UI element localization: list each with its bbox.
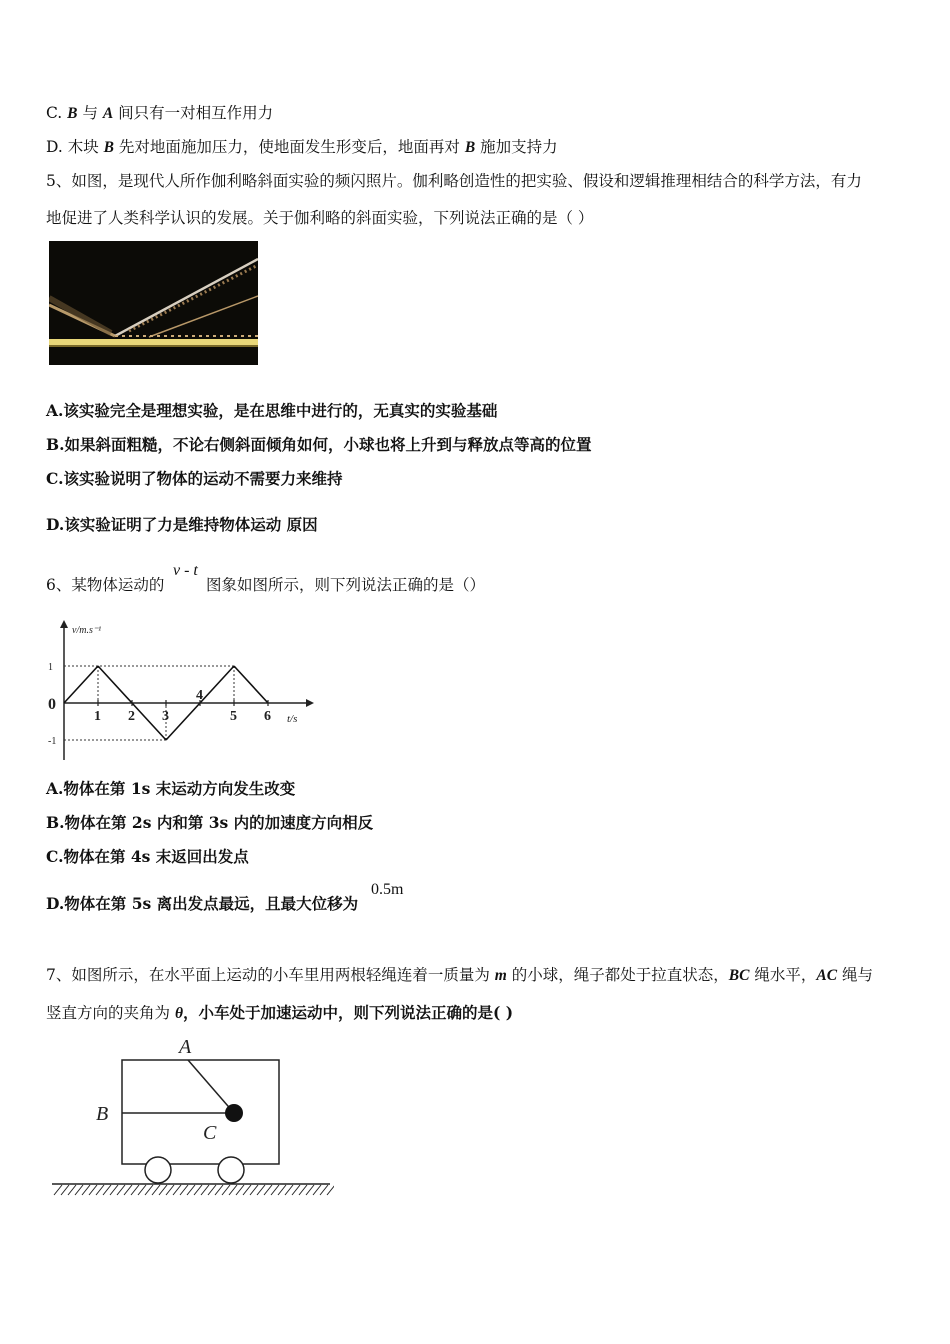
- hatch-mark: [313, 1185, 321, 1195]
- q5-option-b: B.如果斜面粗糙，不论右侧斜面倾角如何，小球也将上升到与释放点等高的位置: [46, 435, 592, 454]
- q7-stem-line1: 7、如图所示，在水平面上运动的小车里用两根轻绳连着一质量为 m 的小球，绳子都处于拉直状态，BC 绳水平，AC 绳与: [46, 966, 874, 984]
- series-segment: [132, 703, 166, 740]
- hatch-mark: [306, 1185, 314, 1195]
- y-axis-arrow: [60, 620, 68, 628]
- q5-option-a: A.该实验完全是理想实验，是在思维中进行的，无真实的实验基础: [46, 401, 498, 420]
- hatch-mark: [124, 1185, 132, 1195]
- series-segment: [64, 666, 98, 703]
- rope-ac: [188, 1060, 234, 1113]
- cart-body: [122, 1060, 279, 1164]
- hatch-mark: [222, 1185, 230, 1195]
- hatch-mark: [264, 1185, 272, 1195]
- q5-option-c: C.该实验说明了物体的运动不需要力来维持: [46, 469, 343, 488]
- hatch-mark: [215, 1185, 223, 1195]
- hatch-mark: [138, 1185, 146, 1195]
- hatch-mark: [96, 1185, 104, 1195]
- hatch-mark: [89, 1185, 97, 1195]
- hatch-mark: [320, 1185, 328, 1195]
- label-a: A: [179, 1036, 192, 1058]
- y-axis-label: v/m.s⁻¹: [72, 625, 102, 636]
- q6-option-b: B.物体在第 2s 内和第 3s 内的加速度方向相反: [46, 813, 374, 832]
- hatch-mark: [285, 1185, 293, 1195]
- y-tick-label: 1: [48, 662, 53, 673]
- series-segment: [234, 666, 268, 703]
- hatch-mark: [271, 1185, 279, 1195]
- hatch-mark: [236, 1185, 244, 1195]
- x-tick-label: 4: [196, 688, 203, 703]
- hatch-mark: [61, 1185, 69, 1195]
- hatch-mark: [187, 1185, 195, 1195]
- hatch-mark: [180, 1185, 188, 1195]
- label-b: B: [96, 1103, 109, 1125]
- hatch-mark: [299, 1185, 307, 1195]
- ground-hatch: [54, 1185, 334, 1195]
- q6-option-d-value: 0.5m: [371, 881, 404, 898]
- hatch-mark: [250, 1185, 258, 1195]
- hatch-mark: [327, 1185, 334, 1195]
- hatch-mark: [54, 1185, 62, 1195]
- hatch-mark: [68, 1185, 76, 1195]
- hatch-mark: [292, 1185, 300, 1195]
- series-segment: [98, 666, 132, 703]
- q6-vt-formula: v - t: [173, 562, 198, 579]
- hatch-mark: [243, 1185, 251, 1195]
- q6-stem-suffix: 图象如图所示，则下列说法正确的是（）: [206, 576, 486, 594]
- hatch-mark: [103, 1185, 111, 1195]
- series-segment: [166, 703, 200, 740]
- x-tick-label: 2: [128, 709, 135, 724]
- var-b: B: [67, 105, 78, 122]
- q4-option-c: C. B 与 A 间只有一对相互作用力: [46, 104, 274, 122]
- hatch-mark: [110, 1185, 118, 1195]
- hatch-mark: [257, 1185, 265, 1195]
- x-tick-label: 6: [264, 709, 271, 724]
- origin-label: 0: [48, 696, 56, 713]
- hatch-mark: [173, 1185, 181, 1195]
- var-b: B: [103, 139, 114, 156]
- hatch-mark: [229, 1185, 237, 1195]
- hatch-mark: [208, 1185, 216, 1195]
- q6-option-c: C.物体在第 4s 末返回出发点: [46, 847, 249, 866]
- hatch-mark: [145, 1185, 153, 1195]
- x-tick-label: 5: [230, 709, 237, 724]
- q5-stem-line2: 地促进了人类科学认识的发展。关于伽利略的斜面实验，下列说法正确的是（ ）: [46, 209, 594, 227]
- x-tick-label: 1: [94, 709, 101, 724]
- y-tick-label: -1: [48, 736, 57, 747]
- wheel-right: [218, 1157, 244, 1183]
- hatch-mark: [131, 1185, 139, 1195]
- q7-stem-line2: 竖直方向的夹角为 θ，小车处于加速运动中，则下列说法正确的是( ): [46, 1003, 514, 1022]
- q6-option-a: A.物体在第 1s 末运动方向发生改变: [46, 779, 296, 798]
- hatch-mark: [75, 1185, 83, 1195]
- wheel-left: [145, 1157, 171, 1183]
- var-a: A: [102, 105, 114, 122]
- x-axis-label: t/s: [287, 713, 298, 725]
- hatch-mark: [159, 1185, 167, 1195]
- hatch-mark: [166, 1185, 174, 1195]
- ball: [225, 1104, 243, 1122]
- x-axis-arrow: [306, 699, 314, 707]
- label-c: C: [203, 1122, 217, 1144]
- q5-stem-line1: 5、如图，是现代人所作伽利略斜面实验的频闪照片。伽利略创造性的把实验、假设和逻辑推理相结合的科学方法，有力: [46, 172, 862, 190]
- hatch-mark: [201, 1185, 209, 1195]
- incline-experiment-photo: [49, 241, 258, 365]
- q6-option-d: D.物体在第 5s 离出发点最远，且最大位移为: [46, 894, 359, 913]
- x-tick-label: 3: [162, 709, 169, 724]
- cart-diagram: [48, 1034, 334, 1200]
- hatch-mark: [152, 1185, 160, 1195]
- q6-stem: 6、某物体运动的: [46, 576, 165, 594]
- vt-graph: [44, 618, 314, 763]
- hatch-mark: [194, 1185, 202, 1195]
- q5-option-d: D.该实验证明了力是维持物体运动 原因: [46, 515, 318, 534]
- series-segment: [200, 666, 234, 703]
- hatch-mark: [117, 1185, 125, 1195]
- var-b: B: [464, 139, 476, 156]
- hatch-mark: [278, 1185, 286, 1195]
- q4-option-d: D. 木块 B 先对地面施加压力，使地面发生形变后，地面再对 B 施加支持力: [46, 138, 558, 156]
- hatch-mark: [82, 1185, 90, 1195]
